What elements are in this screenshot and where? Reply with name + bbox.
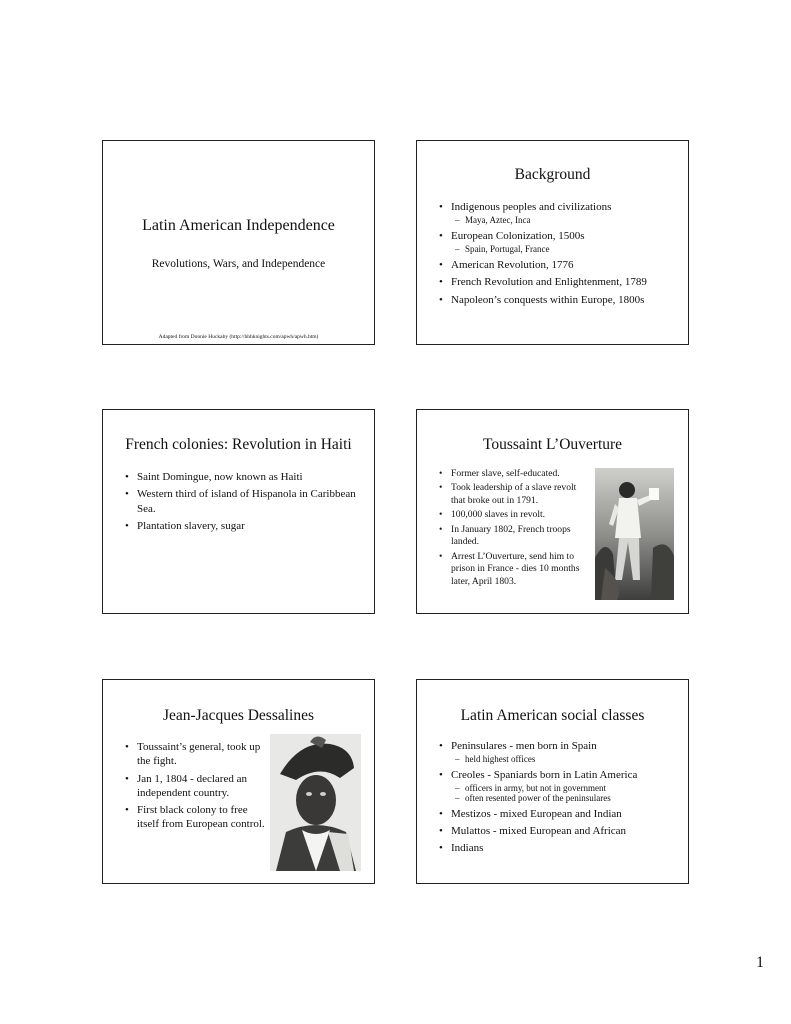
bullet: • Plantation slavery, sugar [125,519,365,533]
bullet: • First black colony to free itself from European control. [125,803,267,832]
bullet: • 100,000 slaves in revolt. [439,509,591,521]
slide-6-bullets [439,739,684,859]
bullet: • American Revolution, 1776 [439,258,684,272]
slide-5-bullets [125,740,267,835]
slide-dessalines [102,679,375,884]
slide-1-credit: Adapted from Donnie Huckaby (http://hhhknights.com/apwh/apwh.htm) [158,334,319,340]
bullet: • Jan 1, 1804 - declared an independent country. [125,772,267,801]
bullet: • Toussaint’s general, took up the fight. [125,740,267,769]
bullet: • European Colonization, 1500s [439,229,684,243]
slide-2-title: Background [514,166,591,183]
bullet: • Napoleon’s conquests within Europe, 1800s [439,293,684,307]
bullet: • Arrest L’Ouverture, send him to prison in France - dies 10 months later, April 1803. [439,551,591,588]
slide-5-title: Jean-Jacques Dessalines [162,707,315,724]
toussaint-portrait-image [595,468,674,600]
slide-6-title: Latin American social classes [460,707,645,724]
bullet: • Saint Domingue, now known as Haiti [125,470,365,484]
page-number: 1 [756,954,764,971]
bullet: • Mestizos - mixed European and Indian [439,807,684,821]
sub-bullet: – Maya, Aztec, Inca [439,215,684,227]
bullet: • Peninsulares - men born in Spain [439,739,684,753]
sub-bullet: – officers in army, but not in government [439,783,684,795]
slide-haiti [102,409,375,614]
slide-4-title: Toussaint L’Ouverture [482,436,623,453]
slide-4-bullets [439,468,591,590]
slide-social-classes [416,679,689,884]
bullet: • Mulattos - mixed European and African [439,824,684,838]
sub-bullet: – often resented power of the peninsulares [439,793,684,805]
bullet: • French Revolution and Enlightenment, 1789 [439,275,684,289]
slide-title [102,140,375,345]
slide-1-subtitle: Revolutions, Wars, and Independence [151,258,326,270]
slide-2-bullets [439,200,684,310]
slide-3-bullets [125,470,365,536]
bullet: • Indians [439,841,684,855]
sub-bullet: – Spain, Portugal, France [439,244,684,256]
dessalines-portrait-image [270,734,361,871]
bullet: • Creoles - Spaniards born in Latin America [439,768,684,782]
sub-bullet: – held highest offices [439,754,684,766]
bullet: • Took leadership of a slave revolt that broke out in 1791. [439,482,591,507]
bullet: • In January 1802, French troops landed. [439,524,591,549]
slide-toussaint [416,409,689,614]
slide-background [416,140,689,345]
slide-1-title: Latin American Independence [142,217,335,234]
bullet: • Former slave, self-educated. [439,468,591,480]
slide-3-title: French colonies: Revolution in Haiti [125,436,352,453]
bullet: • Western third of island of Hispanola in Caribbean Sea. [125,487,365,516]
bullet: • Indigenous peoples and civilizations [439,200,684,214]
